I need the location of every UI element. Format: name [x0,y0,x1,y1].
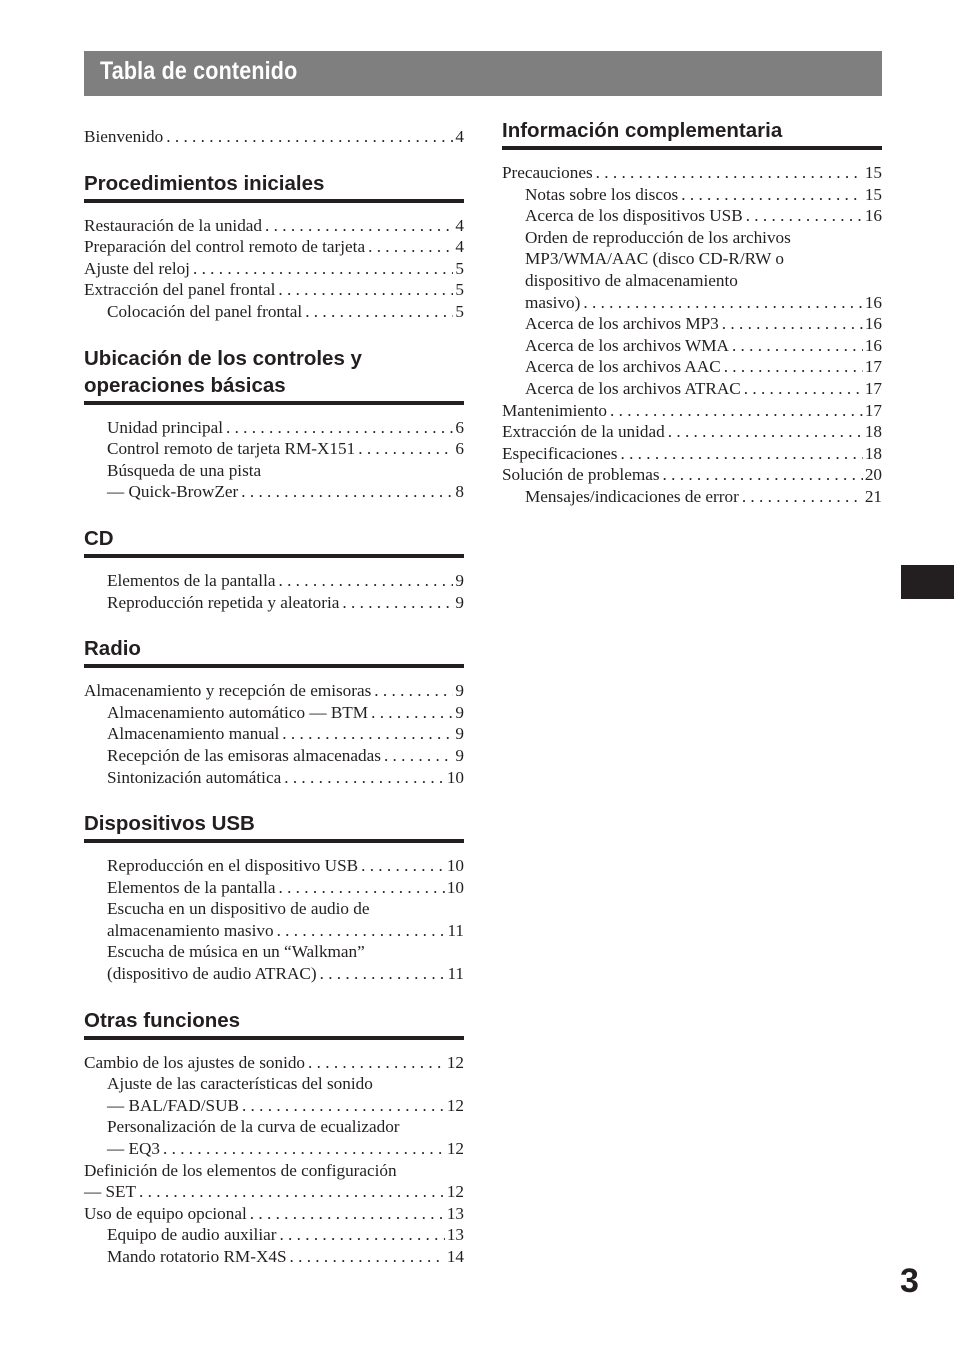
dot-leader [381,745,453,767]
toc-entry[interactable] [84,1181,464,1203]
toc-entry-title: Acerca de los archivos MP3 [525,314,719,334]
section-entries [84,405,464,503]
dot-leader [305,1052,445,1074]
toc-entry-page: 18 [864,443,882,463]
toc-entry[interactable] [84,1138,464,1160]
toc-entry-page: 9 [455,724,464,744]
toc-entry[interactable] [84,745,464,767]
toc-entry-page: 4 [455,237,464,257]
toc-entry[interactable] [502,443,882,465]
toc-entry-title: Definición de los elementos de configuración [84,1160,397,1180]
toc-entry[interactable] [84,570,464,592]
dot-leader [741,378,863,400]
dot-leader [190,258,453,280]
section-entries [84,558,464,613]
toc-entry-title: Extracción de la unidad [502,422,665,442]
toc-section-informacion-complementaria [502,117,882,508]
toc-entry-title: masivo) [525,292,581,312]
toc-entry-page: 8 [455,482,464,502]
dot-leader [281,767,445,789]
toc-entry[interactable] [502,292,882,314]
toc-entry-title: Acerca de los archivos WMA [525,335,729,355]
toc-entry-page: 15 [864,184,882,204]
toc-entry-title: Colocación del panel frontal [107,301,303,321]
toc-entry-title: (dispositivo de audio ATRAC) [107,964,317,984]
section-heading: Dispositivos USB [84,810,464,843]
toc-entry[interactable] [84,215,464,237]
toc-entry[interactable] [84,1052,464,1074]
toc-entry-title: Restauración de la unidad [84,215,263,235]
dot-leader [275,877,444,899]
dot-leader [238,481,453,503]
dot-leader [721,356,863,378]
toc-entry-page: 12 [446,1182,464,1202]
page-number: 3 [900,1262,919,1300]
toc-section-otras-funciones [84,1007,464,1268]
toc-intro [84,117,464,148]
toc-entry-page: 18 [864,422,882,442]
toc-section-dispositivos-usb [84,810,464,985]
section-heading: Ubicación de los controles y operaciones básicas [84,345,464,405]
dot-leader [729,335,863,357]
toc-entry-title: Uso de equipo opcional [84,1203,247,1223]
toc-entry[interactable] [502,400,882,422]
toc-entry-page: 11 [447,964,464,984]
toc-entry-page: 10 [446,856,464,876]
toc-entry-page: 14 [446,1247,464,1266]
toc-entry[interactable] [84,1246,464,1268]
toc-entry-page: 4 [455,215,464,235]
toc-entry-page: 5 [455,301,464,321]
toc-entry-page: 12 [446,1052,464,1072]
toc-entry[interactable] [502,335,882,357]
section-entries [502,150,882,508]
toc-entry[interactable] [84,898,464,920]
dot-leader [136,1181,445,1203]
toc-entry[interactable] [84,417,464,439]
section-heading: Radio [84,635,464,668]
dot-leader [160,1138,445,1160]
toc-entry-title: Notas sobre los discos [525,184,679,204]
toc-entry-title: — BAL/FAD/SUB [107,1095,239,1115]
toc-entry[interactable] [84,877,464,899]
toc-entry[interactable] [502,162,882,184]
toc-entry[interactable] [502,313,882,335]
toc-right-column [502,117,882,508]
toc-entry[interactable] [84,460,464,482]
toc-entry-title: almacenamiento masivo [107,920,274,940]
toc-entry-page: 5 [455,280,464,300]
toc-entry-page: 20 [864,465,882,485]
section-heading: Otras funciones [84,1007,464,1040]
toc-entry-title: MP3/WMA/AAC (disco CD-R/RW o [525,249,784,269]
toc-section-cd [84,525,464,613]
toc-entry-page: 15 [864,163,882,182]
dot-leader [371,680,453,702]
page-title: Tabla de contenido [100,57,298,85]
toc-entry-title: Sintonización automática [107,767,282,787]
toc-entry[interactable] [502,184,882,206]
toc-entry[interactable] [84,126,464,148]
toc-entry[interactable] [84,258,464,280]
toc-entry-page: 11 [447,920,464,940]
toc-entry[interactable] [502,464,882,486]
section-heading: Información complementaria [502,117,882,150]
toc-section-procedimientos-iniciales [84,170,464,323]
toc-entry-page: 9 [455,570,464,590]
toc-entry[interactable] [84,301,464,323]
toc-entry-page: 9 [455,681,464,701]
toc-entry-title: Búsqueda de una pista [107,460,262,480]
dot-leader [365,236,453,258]
toc-entry[interactable] [84,767,464,789]
dot-leader [302,301,453,323]
dot-leader [355,438,453,460]
section-entries [84,843,464,985]
toc-entry-title: Almacenamiento y recepción de emisoras [84,681,372,701]
toc-entry[interactable] [84,702,464,724]
toc-entry-page: 17 [864,400,882,420]
toc-entry-title: Orden de reproducción de los archivos [525,227,791,247]
toc-entry-title: Especificaciones [502,443,618,463]
toc-entry[interactable] [84,1095,464,1117]
dot-leader [275,570,453,592]
toc-entry[interactable] [502,356,882,378]
toc-entry-page: 4 [455,127,464,146]
toc-entry-page: 17 [864,357,882,377]
dot-leader [274,920,446,942]
toc-entry[interactable] [502,205,882,227]
toc-entry-page: 9 [455,745,464,765]
toc-entry-title: Extracción del panel frontal [84,280,276,300]
dot-leader [580,292,862,314]
section-entries [84,203,464,323]
toc-entry-page: 13 [446,1203,464,1223]
toc-entry-page: 16 [864,206,882,226]
toc-entry[interactable] [502,486,882,508]
dot-leader [275,279,453,301]
toc-entry-title: — SET [84,1182,137,1202]
toc-entry[interactable] [502,378,882,400]
toc-entry[interactable] [502,270,882,292]
toc-entry-title: Reproducción repetida y aleatoria [107,592,340,612]
section-entries [84,668,464,788]
dot-leader [743,205,863,227]
toc-entry-title: Cambio de los ajustes de sonido [84,1052,306,1072]
toc-entry[interactable] [84,855,464,877]
dot-leader [739,486,863,508]
toc-entry-title: Ajuste de las características del sonido [107,1074,373,1094]
title-banner [84,51,882,96]
dot-leader [247,1203,445,1225]
toc-entry-title: Acerca de los archivos ATRAC [525,378,741,398]
toc-entry[interactable] [84,1116,464,1138]
toc-entry-page: 16 [864,314,882,334]
toc-entry-title: Personalización de la curva de ecualizador [107,1117,400,1137]
toc-entry[interactable] [84,723,464,745]
toc-entry[interactable] [84,1160,464,1182]
toc-entry-title: Preparación del control remoto de tarjeta [84,237,366,257]
toc-entry-page: 6 [455,417,464,437]
dot-leader [262,215,453,237]
toc-entry[interactable] [84,1203,464,1225]
section-entries [84,1040,464,1268]
toc-entry-title: Unidad principal [107,417,223,437]
toc-entry-title: Mantenimiento [502,400,608,420]
toc-entry-title: Acerca de los dispositivos USB [525,206,743,226]
toc-entry-title: dispositivo de almacenamiento [525,270,738,290]
dot-leader [287,1246,445,1268]
toc-entry-title: Recepción de las emisoras almacenadas [107,745,381,765]
toc-entry-page: 9 [455,702,464,722]
dot-leader [239,1095,445,1117]
toc-entry[interactable] [84,1073,464,1095]
toc-entry-page: 12 [446,1139,464,1159]
dot-leader [339,592,453,614]
toc-entry[interactable] [84,941,464,963]
dot-leader [607,400,863,422]
dot-leader [163,126,453,148]
toc-entry-title: Reproducción en el dispositivo USB [107,856,359,876]
toc-entry-title: Ajuste del reloj [84,258,190,278]
toc-entry-title: Escucha de música en un “Walkman” [107,942,365,962]
toc-left-column [84,117,464,1268]
toc-entry[interactable] [84,963,464,985]
toc-entry[interactable] [84,680,464,702]
toc-entry[interactable] [84,592,464,614]
toc-entry[interactable] [84,236,464,258]
toc-entry-title: Precauciones [502,163,593,182]
dot-leader [665,421,863,443]
toc-entry-title: Escucha en un dispositivo de audio de [107,899,370,919]
language-tab-marker [901,565,954,599]
toc-entry-title: Elementos de la pantalla [107,877,276,897]
toc-entry-title: Almacenamiento manual [107,724,280,744]
toc-entry-page: 5 [455,258,464,278]
toc-entry[interactable] [84,920,464,942]
toc-entry-page: 21 [864,486,882,506]
toc-entry[interactable] [502,421,882,443]
toc-entry[interactable] [502,227,882,249]
dot-leader [593,162,863,184]
toc-entry-title: Equipo de audio auxiliar [107,1225,277,1245]
toc-entry-title: — EQ3 [107,1139,160,1159]
dot-leader [317,963,446,985]
dot-leader [276,1224,444,1246]
toc-entry[interactable] [84,481,464,503]
toc-entry-title: Control remoto de tarjeta RM-X151 [107,439,356,459]
dot-leader [368,702,453,724]
toc-entry-page: 12 [446,1095,464,1115]
toc-entry-title: Elementos de la pantalla [107,570,276,590]
toc-entry-title: — Quick-BrowZer [107,482,239,502]
dot-leader [678,184,863,206]
toc-section-radio [84,635,464,788]
toc-entry-page: 13 [446,1225,464,1245]
toc-entry-title: Acerca de los archivos AAC [525,357,721,377]
dot-leader [223,417,453,439]
toc-entry-page: 10 [446,767,464,787]
toc-entry-page: 16 [864,335,882,355]
toc-entry-page: 9 [455,592,464,612]
toc-entry[interactable] [84,438,464,460]
toc-entry[interactable] [84,279,464,301]
toc-entry-page: 10 [446,877,464,897]
toc-entry-page: 17 [864,378,882,398]
toc-entry-title: Almacenamiento automático — BTM [107,702,369,722]
toc-entry[interactable] [84,1224,464,1246]
toc-section-ubicacion-de-los-controles-y-operaciones-basicas [84,345,464,503]
section-heading: CD [84,525,464,558]
toc-entry-title: Bienvenido [84,127,164,146]
dot-leader [719,313,863,335]
dot-leader [279,723,453,745]
dot-leader [617,443,862,465]
toc-entry-title: Mando rotatorio RM-X4S [107,1247,287,1266]
dot-leader [660,464,863,486]
toc-entry-page: 6 [455,439,464,459]
section-heading: Procedimientos iniciales [84,170,464,203]
dot-leader [358,855,445,877]
toc-entry-title: Mensajes/indicaciones de error [525,486,739,506]
toc-entry-title: Solución de problemas [502,465,660,485]
toc-entry-page: 16 [864,292,882,312]
toc-entry[interactable] [502,248,882,270]
